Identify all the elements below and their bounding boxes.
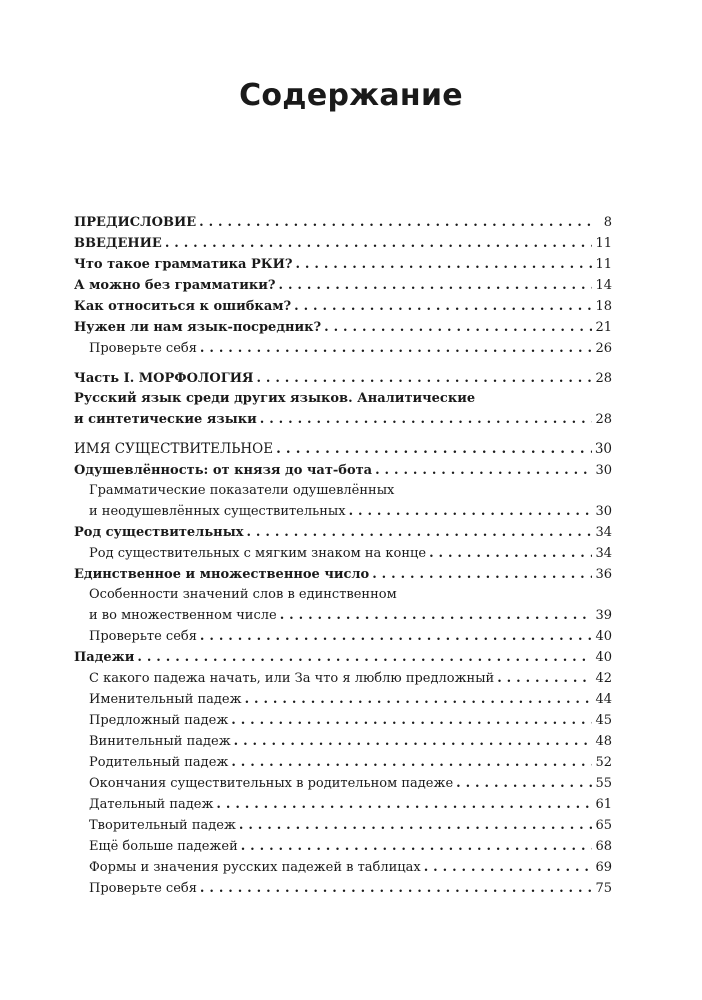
dot-leader bbox=[372, 564, 592, 585]
toc-entry[interactable] bbox=[74, 605, 612, 626]
toc-entry-title: Окончания существительных в родительном падеже bbox=[89, 776, 454, 791]
dot-leader bbox=[456, 773, 592, 794]
toc-page-number: 52 bbox=[595, 755, 612, 770]
dot-leader bbox=[429, 543, 592, 564]
toc-entry[interactable] bbox=[74, 460, 612, 481]
toc-entry[interactable] bbox=[74, 773, 612, 794]
toc-entry[interactable] bbox=[74, 626, 612, 647]
toc-entry[interactable] bbox=[74, 409, 612, 430]
toc-entry-title: Дательный падеж bbox=[89, 797, 214, 812]
toc-page-number: 14 bbox=[595, 278, 612, 293]
toc-entry-first-line: Русский язык среди других языков. Аналитические bbox=[74, 391, 476, 406]
toc-entry-title: Род существительных с мягким знаком на конце bbox=[89, 546, 427, 561]
dot-leader bbox=[239, 815, 593, 836]
toc-page-number: 30 bbox=[595, 504, 612, 519]
toc-page-number: 40 bbox=[595, 629, 612, 644]
toc-entry-title: Как относиться к ошибкам? bbox=[74, 299, 292, 314]
dot-leader bbox=[241, 836, 593, 857]
toc-entry[interactable] bbox=[74, 710, 612, 731]
toc-entry[interactable] bbox=[74, 878, 612, 899]
toc-entry[interactable] bbox=[74, 296, 612, 317]
toc-entry-title: Родительный падеж bbox=[89, 755, 229, 770]
dot-leader bbox=[199, 212, 593, 233]
toc-page-number: 55 bbox=[595, 776, 612, 791]
toc-page-number: 61 bbox=[595, 797, 612, 812]
toc-entry[interactable] bbox=[74, 522, 612, 543]
toc-page-number: 69 bbox=[595, 860, 612, 875]
toc-page-number: 48 bbox=[595, 734, 612, 749]
toc-entry[interactable] bbox=[74, 752, 612, 773]
toc-entry-title: Именительный падеж bbox=[89, 692, 242, 707]
toc-page-number: 18 bbox=[595, 299, 612, 314]
table-of-contents bbox=[74, 212, 612, 899]
toc-entry[interactable] bbox=[74, 439, 612, 460]
toc-entry[interactable] bbox=[74, 212, 612, 233]
toc-entry-title: Проверьте себя bbox=[89, 629, 197, 644]
dot-leader bbox=[245, 689, 593, 710]
toc-entry[interactable] bbox=[74, 275, 612, 296]
toc-page-number: 39 bbox=[595, 608, 612, 623]
toc-entry-title: и неодушевлённых существительных bbox=[89, 504, 346, 519]
toc-page-number: 21 bbox=[595, 320, 612, 335]
toc-page-number: 45 bbox=[595, 713, 612, 728]
dot-leader bbox=[231, 752, 592, 773]
toc-entry-title: Формы и значения русских падежей в таблицах bbox=[89, 860, 421, 875]
toc-page-number: 34 bbox=[595, 546, 612, 561]
toc-entry-title: Единственное и множественное число bbox=[74, 567, 370, 582]
toc-entry-first-line: Грамматические показатели одушевлённых bbox=[89, 483, 395, 498]
toc-entry-title: ИМЯ СУЩЕСТВИТЕЛЬНОЕ bbox=[74, 441, 274, 457]
toc-entry-title: Проверьте себя bbox=[89, 341, 197, 356]
toc-entry[interactable] bbox=[74, 815, 612, 836]
toc-page-number: 40 bbox=[595, 650, 612, 665]
toc-page-number: 8 bbox=[603, 215, 612, 230]
toc-page-number: 30 bbox=[595, 463, 612, 478]
toc-entry[interactable] bbox=[74, 794, 612, 815]
toc-entry-title: Предложный падеж bbox=[89, 713, 229, 728]
dot-leader bbox=[349, 501, 593, 522]
toc-entry-title: ПРЕДИСЛОВИЕ bbox=[74, 215, 197, 230]
dot-leader bbox=[294, 296, 592, 317]
toc-entry[interactable] bbox=[74, 668, 612, 689]
toc-page-number: 26 bbox=[595, 341, 612, 356]
toc-page-number: 11 bbox=[595, 257, 612, 272]
toc-entry[interactable] bbox=[74, 731, 612, 752]
toc-entry-title: А можно без грамматики? bbox=[74, 278, 276, 293]
dot-leader bbox=[234, 731, 593, 752]
toc-page-number: 75 bbox=[595, 881, 612, 896]
toc-entry-title: Что такое грамматика РКИ? bbox=[74, 257, 293, 272]
toc-page-number: 28 bbox=[595, 371, 612, 386]
toc-page-number: 42 bbox=[595, 671, 612, 686]
toc-entry[interactable] bbox=[74, 233, 612, 254]
toc-page-number: 36 bbox=[595, 567, 612, 582]
toc-entry-title: Нужен ли нам язык-посредник? bbox=[74, 320, 322, 335]
dot-leader bbox=[324, 317, 592, 338]
dot-leader bbox=[279, 275, 593, 296]
toc-page-number: 30 bbox=[594, 441, 612, 457]
toc-entry-title: Винительный падеж bbox=[89, 734, 231, 749]
toc-entry-title: Ещё больше падежей bbox=[89, 839, 238, 854]
toc-entry-title: и во множественном числе bbox=[89, 608, 277, 623]
dot-leader bbox=[200, 338, 593, 359]
dot-leader bbox=[256, 368, 592, 389]
toc-entry[interactable] bbox=[74, 647, 612, 668]
dot-leader bbox=[231, 710, 592, 731]
dot-leader bbox=[276, 439, 592, 460]
toc-page-number: 44 bbox=[595, 692, 612, 707]
dot-leader bbox=[260, 409, 593, 430]
toc-entry[interactable] bbox=[74, 338, 612, 359]
toc-page-number: 65 bbox=[595, 818, 612, 833]
toc-entry[interactable] bbox=[74, 857, 612, 878]
toc-entry[interactable] bbox=[74, 317, 612, 338]
dot-leader bbox=[165, 233, 593, 254]
toc-entry[interactable] bbox=[74, 564, 612, 585]
dot-leader bbox=[137, 647, 592, 668]
dot-leader bbox=[280, 605, 593, 626]
toc-page-number: 68 bbox=[595, 839, 612, 854]
dot-leader bbox=[375, 460, 592, 481]
toc-entry-title: Проверьте себя bbox=[89, 881, 197, 896]
toc-entry[interactable] bbox=[74, 501, 612, 522]
dot-leader bbox=[497, 668, 592, 689]
toc-entry[interactable] bbox=[74, 254, 612, 275]
toc-entry-title: Падежи bbox=[74, 650, 135, 665]
toc-entry-title: Одушевлённость: от князя до чат-бота bbox=[74, 463, 373, 478]
toc-entry-first-line: Особенности значений слов в единственном bbox=[89, 587, 397, 602]
dot-leader bbox=[200, 626, 593, 647]
toc-page-number: 34 bbox=[595, 525, 612, 540]
toc-page-number: 11 bbox=[595, 236, 612, 251]
dot-leader bbox=[246, 522, 592, 543]
dot-leader bbox=[424, 857, 593, 878]
toc-entry[interactable] bbox=[74, 836, 612, 857]
toc-entry[interactable] bbox=[74, 689, 612, 710]
toc-entry-title: Род существительных bbox=[74, 525, 244, 540]
toc-page-number: 28 bbox=[595, 412, 612, 427]
toc-entry-title: С какого падежа начать, или За что я люблю предложный bbox=[89, 671, 495, 686]
toc-entry-title: ВВЕДЕНИЕ bbox=[74, 236, 162, 251]
dot-leader bbox=[295, 254, 592, 275]
toc-entry[interactable] bbox=[74, 368, 612, 389]
page-title: Содержание bbox=[239, 78, 463, 113]
dot-leader bbox=[216, 794, 592, 815]
toc-entry-title: и синтетические языки bbox=[74, 412, 257, 427]
toc-entry-title: Творительный падеж bbox=[89, 818, 236, 833]
dot-leader bbox=[200, 878, 593, 899]
toc-entry-title: Часть I. МОРФОЛОГИЯ bbox=[74, 371, 254, 386]
toc-entry[interactable] bbox=[74, 543, 612, 564]
